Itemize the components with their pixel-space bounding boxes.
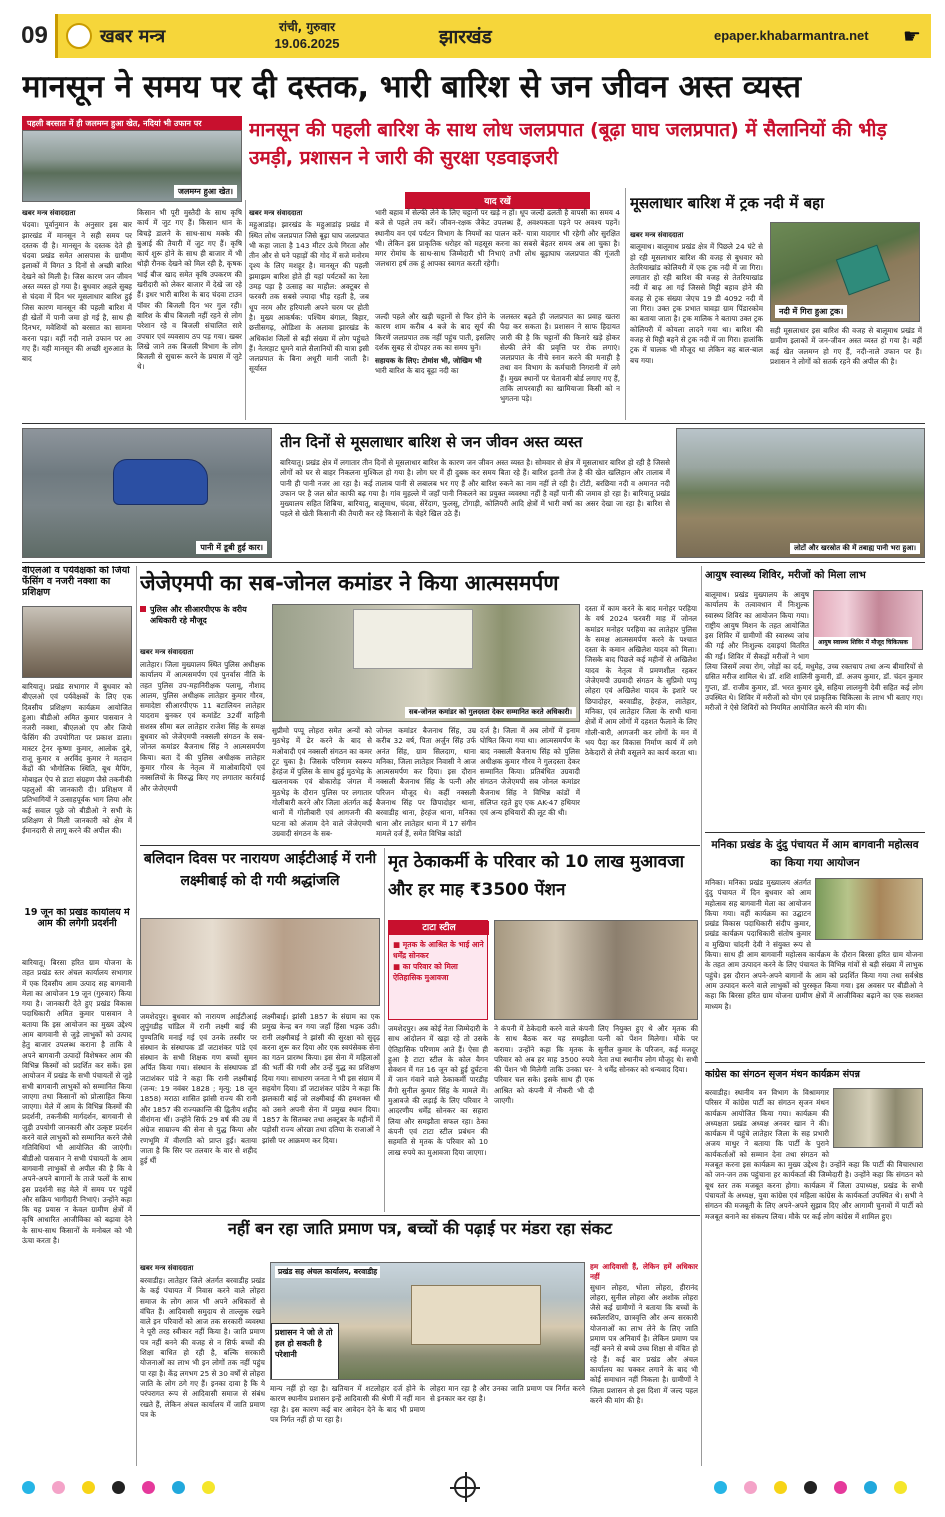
jjmp-byline: खबर मन्त्र संवाददाता — [140, 648, 194, 656]
health-body: बालूमाथ। प्रखंड मुख्यालय के आयुष कार्यालय के तत्वावधान में निःशुल्क स्वास्थ्य शिविर का आयोजन किया गया। राष्ट्रीय आयुष मिशन के तहत आयोजित इस शिविर में ग्रामीणों की स्वास्थ्य जांच की गई और निःशुल्क दवाइयां वितरित की गईं। शिविर में सैकड़ों मरीजों ने भाग लिया जिसमें त्वचा रोग, जोड़ों का दर्द, मधुमेह, उच्च रक्तचाप तथा अन्य बीमारियों से ग्रसित मरीज शामिल थे। डॉ. शशि शालिनी कुमारी, डॉ. अजय कुमार, डॉ. चंदन कुमार गुप्ता, डॉ. राजीव कुमार, डॉ. भरत कुमार दुबे, सहिया लालमुनी देवी सहित कई लोग उपस्थित थे। शिविर में मरीजों को योग एवं प्राकृतिक चिकित्सा के लाभ भी बताए गए। मरीजों ने ऐसे शिविरों को नियमित आयोजित करने की मांग की। — [705, 590, 923, 713]
hand-icon: ☛ — [903, 24, 921, 48]
divider — [384, 848, 385, 1212]
truck-text: बालूमाथ। बालूमाथ प्रखंड क्षेत्र में पिछले 24 घंटे से हो रही मूसलाधार बारिश की वजह से बुधवार को तेतरियाखांड कोलियरी में एक ट्रक नदी में जा गिरा। लगातार हो रही बारिश की वजह से तेतरियाखांड नदी में बाढ़ आ गई जिससे मिट्टी बहाव होने की वजह से ट्रक संख्या जेएच 19 डी 4092 नदी में जा गिरा। उक्त ट्रक प्रभात चावड़ा ग्राम पिंडारकोम का बताया जाता है। ट्रक मालिक ने बताया उक्त ट्रक कोलियरी में कोयला लादने गया था। बारिश की वजह से मिट्टी बहने से ट्रक नदी में जा गिरा। हालांकि ट्रक में चालक भी मौजूद था लेकिन वह बाल-बाल बच गया। — [630, 242, 763, 365]
dateline-date: 19.06.2025 — [274, 36, 340, 51]
registration-dot — [894, 1481, 907, 1494]
balidan-text-2: लक्ष्मीबाई। झांसी 1857 के संग्राम का एक प्रमुख केन्द्र बन गया जहाँ हिंसा भड़क उठी। रानी लक्ष्मीबाई ने झांसी की सुरक्षा को सुदृढ़ करना शुरू कर दिया और एक स्वयंसेवक सेना का गठन प्रारम्भ किया। इस सेना में महिलाओं की भर्ती की गयी और उन्हें युद्ध का प्रशिक्षण दिया गया। साधारण जनता ने भी इस संग्राम में सहयोग दिया। डॉ जटाशंकर पांडेय ने कहा कि झलकारी बाई जो लक्ष्मीबाई की हमशक्ल थी को उसने अपनी सेना में प्रमुख स्थान दिया। 1857 के सितम्बर तथा अक्टूबर के महीनों में पड़ोसी राज्य ओरछा तथा दतिया के राजाओं ने झांसी पर आक्रमण कर दिया। — [262, 1012, 380, 1145]
divider — [22, 423, 925, 424]
lodh-col4-credit: सहायक के लिए: टोमांश भी, जोखिम भी — [375, 356, 482, 366]
lodh-headline: मानसून की पहली बारिश के साथ लोध जलप्रपात (बूढ़ा घाघ जलप्रपात) में सैलानियों की भीड़ उमड़ी, प्रशासन ने जारी की सुरक्षा एडवाइजरी — [249, 119, 887, 169]
death-text-3: लिए नियुक्त हुए थे और मृतक की पत्नी को पेंशन मिलेगा। मौके पर सुनील कुमार के परिजन, कई मजदूर नेता तथा स्थानीय लोग मौजूद थे। सभी ने धर्मेंद्र सोनकर को धन्यवाद दिया। — [598, 1024, 698, 1075]
registration-dot — [82, 1481, 95, 1494]
jjmp-surrender-photo — [272, 604, 580, 722]
health-caption: आयुष स्वास्थ्य शिविर में मौजूद चिकित्सक — [814, 637, 912, 649]
tata-box-item-text: मृतक के आश्रित के भाई आने — [402, 940, 484, 949]
flooded-field-photo — [22, 130, 242, 202]
registration-dot — [172, 1481, 185, 1494]
manika-body: मनिका। मनिका प्रखंड मुख्यालय अंतर्गत दुंदु पंचायत में दिन बुधवार को आम महोत्सव सह बागवानी मेला का आयोजन किया गया। वहीं कार्यक्रम का उद्घाटन प्रखंड विकास पदाधिकारी संदीप कुमार, प्रखंड कार्यक्रम पदाधिकारी संतोष कुमार व मुखिया चांदनी देवी ने संयुक्त रूप से किया। साथ ही आम बागवानी महोत्सव कार्यक्रम के दौरान बिरसा हरित ग्राम योजना के तहत आम उत्पादन करने के लिए पंचायत के विभिन्न गांवों से बड़ी संख्या में लाभुक पहुंचे। इस दौरान अपने-अपने बागानों के आम को प्रदर्शित किया गया तथा सर्वश्रेष्ठ आम उत्पादन करने वाले लाभुकों को पुरस्कृत किया गया। इस अवसर पर बीडीओ ने कहा कि बिरसा हरित ग्राम योजना ग्रामीण क्षेत्रों में आजीविका बढ़ाने का एक सशक्त माध्यम है। — [705, 878, 923, 1011]
office-photo-quote: प्रशासन ने जो ले तो हल हो सकती है परेशानी — [275, 1328, 333, 1359]
flooded-field-caption: जलमग्न हुआ खेत। — [174, 185, 237, 198]
dateline-city: रांची, गुरुवार — [278, 20, 336, 34]
caste-col3-lede: हम आदिवासी हैं, लेकिन हमें अधिकार नहीं — [590, 1262, 698, 1282]
caste-col2: मान्य नहीं हो रहा है। खतियान में शटलोहार दर्ज होने के कारण स्थानीय प्रशासन इन्हें आदिवासी की श्रेणी में नहीं मान रहा है। इस कारण कई बार आवेदन देने के बाद भी प्रमाण पत्र निर्गत नहीं हो पा रहा है। — [270, 1384, 425, 1424]
chandwa-article — [22, 208, 132, 418]
jjmp-col4: दर्ज है। जिला में अब लोगों में इनाम घोषित किया गया था। आत्मसमर्पण के बाद नक्सली बैजनाथ सिंह को पुलिस अधीक्षक कुमार गौरव ने गुलदस्ता देकर सम्मानित किया। प्रतिबंधित उग्रवादी संगठन जेजेएमपी सब जोनल कमांडर बैजनाथ सिंह ने विभिन्न कांडों में संलिप्त रहते हुए एक AK-47 हथियार एवं अन्य हथियारों की लूट की थी। — [480, 726, 580, 818]
lodh-text: महुआडांड़। झारखंड के महुआडांड़ प्रखंड में स्थित लोध जलप्रपात जिसे बूढ़ा घाघ जलप्रपात भी कहा जाता है 143 मीटर ऊंचे गिरता और तीन और से घने पहाड़ों की गोद में सजे मनोरम दृश्य के लिए मशहूर है। मानसून की पहली झमाझम बारिश होते ही यहां पर्यटकों का रेला उमड़ पड़ा है उत्साह का माहौल: अक्टूबर से फरवरी तक सबसे ज्यादा भीड़ रहती है, जब धूप नरम और हरियाली अपने चरम पर होती है। मुख्य आकर्षक: पश्चिम बंगाल, बिहार, छत्तीसगढ़, ओडिशा के अलावा झारखंड के अधिकांश जिलों से बड़ी संख्या में लोग पहुंचते हैं। नेतरहाट घूमने वाले सैलानियों की यात्रा इसी जलप्रपात के बिना अधूरी मानी जाती है। सूर्यास्त — [249, 220, 369, 374]
truck-headline: मूसलाधार बारिश में ट्रक नदी में बहा — [630, 194, 825, 212]
jjmp-col1: लातेहार। जिला मुख्यालय स्थित पुलिस अधीक्षक कार्यालय में आत्मसमर्पण एवं पुनर्वास नीति के तहत पुलिस उप-महानिरीक्षक पलामू, नौशाद आलम, पुलिस अधीक्षक लातेहार कुमार गौरव, समादेष्टा सीआरपीएफ 11 बटालियन लातेहार यादराम बुनकर एवं कमांडेंट 32वीं वाहिनी सशस्त्र सीमा बल लातेहार राजेश सिंह के समक्ष बुधवार को जेजेएमपी नक्सली संगठन के सब-जोनल कमांडर बैजनाथ सिंह ने आत्मसमर्पण किया। बता दें की पुलिस अधीक्षक लातेहार कुमार गौरव के नेतृत्व में माओवादियों एवं नक्सलियों के विरुद्ध किए गए लगातार कार्रवाई और जेजेएमपी — [140, 660, 265, 793]
truck-caption: नदी में गिरा हुआ ट्रक। — [775, 305, 847, 318]
chandwa-article-col2: किसान भी पूरी मुस्तैदी के साथ कृषि कार्य में जुट गए हैं। किसान धान के बिचड़े डालने के साथ-साथ मक्के की बुआई की तैयारी में जुट गए हैं। कृषि कार्य शुरू होने के साथ ही बाजार में भी थोड़ी रौनक देखने को मिल रही है, कृषक भाई बीज खाद समेत कृषि उपकरण की खरीदारी को लेकर बाजार में देखे जा रहे हैं। इधर भारी बारिश के बाद चंदवा टाउन पॉवर की बिजली दिन भर गुल रही। बारिश के बीच बिजली नहीं रहने से लोग परेशान रहे व बिजली संचालित सारे उपचार एवं व्यवसाय ठप पड़ गया। खबर लिखे जाने तक बिजली विभाग के लोग बिजली से सुचारू करने के प्रयास में जुटे थे। — [137, 208, 242, 372]
yaad-text: भारी बहाव में सेल्फी लेने के लिए चट्टानों पर खड़े न हों। धूप जल्दी ढलती है वापसी का समय 4 बजे से पहले तय करें। जीवन-रक्षक जैकेट उपलब्ध हैं, अवश्यकता पड़ने पर अवश्य पहनें। स्थानीय वन एवं पर्यटन विभाग के नियमों का पालन करें- यात्रा यादगार भी रहेगी और सुरक्षित भी। लेकिन इस प्राकृतिक धरोहर को महसूस करना का सबसे बेहतर समय अब आ चुका है। मगर रोमांच के साथ-साथ जिम्मेदारी भी निभाएं तभी लोध बूढ़ाघाघ जलप्रपात की गूंजती जलधारा हर्ष तक हूं आपका स्वागत करती रहेगी। — [375, 208, 620, 269]
caste-col1: बरवाडीह। लातेहार जिले अंतर्गत बरवाडीह प्रखंड के कई पंचायत में निवास करने वाले लोहरा समाज के लोग आज भी अपने अधिकारों से वंचित हैं। आदिवासी समुदाय से ताल्लुक रखने वाले इन परिवारों को आज तक सरकारी व्यवस्था ने पूरी तरह स्वीकार नहीं किया है। जाति प्रमाण पत्र नहीं बनने की वजह से न सिर्फ बच्चों की शिक्षा बाधित हो रही है, बल्कि सरकारी योजनाओं का लाभ भी इन लोगों तक नहीं पहुंच पा रहा है। केंद्र लगभग 25 से 30 वर्षों से लोहरा जाति के लोग ठगे गए हैं। इनका दावा है कि ये परंपरागत रूप से आदिवासी समाज से संबंध रखते हैं, लेकिन अंचल कार्यालय में जाति प्रमाण पत्र के — [140, 1276, 265, 1419]
death-meeting-photo — [494, 920, 698, 1020]
truck-river-photo — [770, 222, 920, 322]
health-headline: आयुष स्वास्थ्य शिविर, मरीजों को मिला लाभ — [705, 570, 866, 581]
registration-dot — [22, 1481, 35, 1494]
divider — [705, 1062, 925, 1063]
truck-article-2: सही मूसलाधार इस बारिश की वजह से बालूमाथ प्रखंड में ग्रामीण इलाकों में जन-जीवन अस्त व्यस्त हो गया है। वहीं कई खेत जलमग्न हो गए हैं, नदी-नाले उफान पर हैं। प्रशासन ने लोगों को सतर्क रहने की अपील की है। — [770, 326, 922, 366]
bla-training-text: बारियातू। प्रखंड सभागार में बुधवार को बीएलओ एवं पर्यवेक्षकों के लिए एक दिवसीय प्रशिक्षण कार्यक्रम आयोजित हुआ। बीडीओ अमित कुमार पासवान ने नजरी नक्शा, बीएलओ एप और जियो फेंसिंग की उपयोगिता पर प्रकाश डाला। मास्टर ट्रेनर कृष्णा कुमार, आलोक दुबे, राजू कुमार व अरविंद कुमार ने मतदान केंद्रों की भौगोलिक स्थिति, बूथ मैपिंग, मोबाइल ऐप से डाटा संग्रहण जैसे तकनीकी पहलुओं की जानकारी दी। प्रशिक्षण में प्रतिभागियों ने उत्साहपूर्वक भाग लिया और कई सवाल पूछे जो बीडीओ ने सभी के प्रशिक्षण से मिली जानकारी को क्षेत्र में ईमानदारी से लागू करने की अपील की। — [22, 682, 132, 836]
chandwa-text: चंदवा। पूर्वानुमान के अनुसार इस बार झारखंड में मानसून ने सही समय पर दस्तक दी है। मानसून के दस्तक देते ही चंदवा प्रखंड समेत आसपास के ग्रामीण इलाकों में विगत 3 दिनों से अच्छी बारिश देखने को मिली है। जिस कारण जन जीवन अस्त व्यस्त हो गया है। बुधवार अहले सुबह से चंदवा में दिन भर मूसलाधार बारिश हुई जिस कारण मानसून की पहली बारिश में ही खेतों में पानी जमा हो गई है, साथ ही दिनभर, मवेशियों को बरसात का सामना करना पड़ा। वहीं नदी नाले उफान पर आ गए हैं। यही मानसून की अच्छी शुरुआत के बाद — [22, 220, 132, 364]
tata-box-item: ■ का परिवार को मिला — [393, 962, 458, 971]
brand-logo-icon — [66, 23, 92, 49]
river-caption: लोटों और खरस्रोत की में तबाह्य पानी भरा हुआ। — [790, 543, 920, 554]
tata-box-item — [393, 950, 485, 961]
death-headline: मृत ठेकाकर्मी के परिवार को 10 लाख मुआवजा और हर माह ₹3500 पेंशन — [388, 852, 685, 900]
sub-red-bar: पहली बरसात में ही जलमग्न हुआ खेत, नदियां भी उफान पर — [22, 116, 242, 131]
yaad-box — [375, 192, 620, 304]
congress-body: बरवाडीह। स्थानीय वन विभाग के विश्रामगार परिसर में कांग्रेस पार्टी का संगठन सृजन मंथन कार्यक्रम आयोजित किया गया। कार्यक्रम की अध्यक्षता प्रखंड अध्यक्ष अनवर खान ने की। कार्यक्रम में पहुंचे लातेहार जिला के सह प्रभारी अजय माथुर ने बताया कि पार्टी के पुराने कार्यकर्ताओं को सम्मान देना तथा संगठन को मजबूत करना इस कार्यक्रम का मुख्य उद्देश्य है। उन्होंने कहा कि पार्टी की विचारधारा को जन-जन तक पहुंचाना हर कार्यकर्ता की जिम्मेदारी है। उन्होंने कहा कि संगठन को बूथ स्तर तक मजबूत करना होगा। कार्यक्रम में जिला उपाध्यक्ष, प्रखंड के सभी पंचायतों के अध्यक्ष, युवा कांग्रेस एवं महिला कांग्रेस के कार्यकर्ता उपस्थित थे। सभी ने संगठन की मजबूती के लिए अपने-अपने सुझाव दिए और आगामी चुनावों में पार्टी को मजबूत बनाने का संकल्प लिया। मौके पर कई लोग कांग्रेस में शामिल हुए। — [705, 1088, 923, 1221]
office-building-photo — [270, 1262, 585, 1380]
lodh-article-col4 — [375, 312, 495, 418]
tata-box-item-text: का परिवार को मिला — [402, 962, 458, 971]
yaad-title: याद रखें — [405, 192, 590, 209]
lodh-article-col5: जलस्तर बढ़ते ही जलप्रपात का प्रवाह खतरा पैदा कर सकता है। प्रशासन ने साफ हिदायत जारी की है कि चट्टानों की किनारे खड़े होकर सेल्फी लेने की प्रवृत्ति पर रोक लगाएं। जलप्रपात के नीचे स्नान करने की मनाही है तथा वन विभाग के कर्मचारी निगरानी में लगे हैं। मुख्य स्थानों पर चेतावनी बोर्ड लगाए गए हैं, ताकि लापरवाही का खामियाजा किसी को न भुगतना पड़े। — [500, 312, 620, 404]
registration-dot — [774, 1481, 787, 1494]
training-photo — [22, 606, 132, 678]
registration-dot — [864, 1481, 877, 1494]
june19-text: बारियातू। बिरसा हरित ग्राम योजना के तहत प्रखंड स्तर अंचल कार्यालय सभागार में एक दिवसीय आम उत्पाद सह बागवानी मेला का आयोजन 19 जून (गुरुवार) किया गया है। जानकारी देते हुए प्रखंड विकास पदाधिकारी अमित कुमार पासवान ने बताया कि इस आयोजन का मुख्य उद्देश्य आम बागवानी से जुड़े लाभुकों को उत्पाद हेतु बाजार उपलब्ध कराना है ताकि वे अपने बागवानी उत्पादों विशेषकर आम की विभिन्न किस्मों को प्रदर्शित कर सकें। इस आयोजन में प्रखंड के सभी पंचायतों से जुड़े सभी बागवानी लाभुकों को सम्मानित किया जाएगा तथा किसानों को प्रोत्साहित किया जाएगा। मेले में आम के विभिन्न किस्मों की प्रदर्शनी, तकनीकी मार्गदर्शन, बागवानी से जुड़ी उपयोगी जानकारी और उत्कृष्ट प्रदर्शन करने वाले लाभुकों को सम्मानित करने जैसे गतिविधियां भी आयोजित की जाएंगी। बीडीओ पासवान ने सभी पंचायतों के आम बागवानी लाभुकों से अपील की है कि वे अपने-अपने बागानों के ताजे फलों के साथ इस प्रदर्शनी सह मेले में समय पर पहुंचें और सक्रिय भागीदारी निभाएं। उन्होंने कहा कि यह प्रयास न केवल ग्रामीण क्षेत्रों में कृषि आधारित आजीविका को बढ़ावा देने के साथ-साथ किसानों के मनोबल को भी ऊंचा करता है। — [22, 958, 132, 1246]
jjmp-col5: दस्ता में काम करने के बाद मनोहर परहिया के वर्ष 2024 फरवरी माह में जोनल कमांडर मनोहर परहिया का लातेहार पुलिस के समक्ष आत्मसमर्पण करने के पश्चात दस्ता के कमान अखिलेश यादव को मिला। जिसके बाद पिछले कई महीनों से अखिलेश यादव के नेतृत्व में प्रमणशील रहकर जेजेएमपी उग्रवादी संगठन के सुप्रिमो पप्पू लोहरा एवं अखिलेश यादव के इशारे पर छिपादोहर, बरवाडीह, हेरहंज, लातेहार, मनिका, एवं लातेहार जिला के सभी थाना क्षेत्रों में आम लोगों में दहशत फैलाने के लिए गोली-बारी, आगजनी कर लोगों के मन में भय पैदा कर विकास निर्माण कार्य में लगे ठेकेदारों से लेवी वसूलने का कार्य करता था। — [585, 604, 697, 758]
tata-box-item-text: धर्मेंद्र सोनकर — [393, 951, 429, 960]
tata-box-item-text: ऐतिहासिक मुआवजा — [393, 973, 449, 982]
section-name: झारखंड — [439, 26, 492, 48]
jjmp-kicker — [140, 604, 265, 644]
health-camp-photo — [813, 590, 923, 650]
divider — [136, 566, 137, 1466]
chandwa-byline: खबर मन्त्र संवाददाता — [22, 209, 76, 217]
mango-fest-photo — [815, 878, 923, 940]
crosshair-v — [465, 1472, 467, 1502]
balidan-headline: बलिदान दिवस पर नारायण आईटीआई में रानी लक्ष्मीबाई को दी गयी श्रद्धांजलि — [143, 851, 377, 889]
truck-article — [630, 230, 763, 416]
car-caption: पानी में डूबी हुई कार। — [196, 541, 267, 554]
jjmp-col2: सुप्रीमो पप्पू लोहरा समेत अन्यों को मुठभेड़ में ढेर करने के बाद से मओवादी एवं नक्सली संगठन का कमर टूट चुका है। जिसके परिणाम स्वरूप हेरहंज में पुलिस के साथ हुई मुठभेड़ के खलनायक एवं बोकारोड़ जंगल में मुठभेड़ के दौरान पुलिस पर लगातार गोलीबारी करने और जिला अंतर्गत कई थानों में गोलीबारी एवं आगजनी की घटना को अंजाम देने वाले जेजेएमपी उग्रवादी संगठन के सब- — [272, 726, 372, 838]
lodh-col4-text: जल्दी पहले और खड़ी चट्टानों से फिर होने के कारण शाम करीब 4 बजे के बाद सूर्य की किरणें जलप्रपात तक नहीं पहुंच पाती, इसलिए दर्शक सुबह से दोपहर तक का समय चुनें। — [375, 312, 495, 352]
bla-training-headline: वीएलओ व पर्यवेक्षकों को जियो फेंसिंग व नजरी नक्शा का प्रशिक्षण — [22, 566, 130, 598]
registration-dot — [52, 1481, 65, 1494]
manika-text — [705, 878, 923, 1056]
divider — [22, 562, 925, 563]
registration-dot — [834, 1481, 847, 1494]
june19-headline: 19 जून को प्रखंड कार्यालय में आम की लगेगी प्रदर्शनी — [24, 908, 130, 929]
manika-headline: मनिका प्रखंड के दुंदु पंचायत में आम बागवानी महोत्सव का किया गया आयोजन — [711, 839, 919, 869]
brand-name: खबर मन्त्र — [100, 26, 166, 47]
footer-registration-marks — [14, 1474, 931, 1502]
congress-text — [705, 1088, 923, 1464]
flooded-river-photo — [676, 428, 925, 558]
congress-headline: कांग्रेस का संगठन सृजन मंथन कार्यक्रम संपन्न — [705, 1069, 860, 1080]
caste-byline: खबर मन्त्र संवाददाता — [140, 1264, 194, 1272]
submerged-car-photo — [22, 428, 272, 558]
square-bullet-icon — [140, 606, 146, 612]
main-headline: मानसून ने समय पर दी दस्तक, भारी बारिश से जन जीवन अस्त व्यस्त — [22, 69, 802, 105]
balidan-text-1: जमशेदपुर। बुधवार को नारायण आईटीआई लुपुंगडीह चांडिल में रानी लक्ष्मी बाई की पुण्यतिथि मनाई गई एवं उनके तस्वीर पर संस्थान के संस्थापक डॉ जटाशंकर पांडे एवं संस्थान के सभी शिक्षक गण बच्चों सुमन अर्पित किया गया। संस्थान के संस्थापक डॉ जटाशंकर पांडे ने कहा कि रानी लक्ष्मीबाई (जन्म: 19 नवंबर 1828 ; मृत्यु: 18 जून 1858) मराठा शासित झांसी राज्य की रानी और 1857 की राज्यक्रान्ति की द्वितीय शहीद वीरांगना थीं। उन्होंने सिर्फ 29 वर्ष की उम्र में अंग्रेज साम्राज्य की सेना से युद्ध किया और रणभूमि में वीरगति को प्राप्त हुईं। बताया जाता है कि सिर पर तलवार के वार से शहीद हुई थीं — [140, 1012, 257, 1166]
epaper-url[interactable]: epaper.khabarmantra.net — [714, 28, 869, 43]
tata-box-item: ■ मृतक के आश्रित के भाई आने — [393, 940, 484, 949]
jjmp-kicker-text: पुलिस और सीआरपीएफ के वरीय अधिकारी रहे मौजूद — [150, 605, 247, 625]
caste-headline: नहीं बन रहा जाति प्रमाण पत्र, बच्चों की पढ़ाई पर मंडरा रहा संकट — [227, 1219, 613, 1238]
page-number: 09 — [14, 14, 58, 58]
balidan-photo — [140, 918, 380, 1006]
masthead — [14, 14, 931, 58]
car-shape — [113, 459, 208, 505]
truck-shape — [836, 245, 890, 296]
divider — [625, 188, 626, 420]
lodh-byline: खबर मन्त्र संवाददाता — [249, 209, 303, 217]
divider — [245, 200, 246, 420]
crosshair-icon — [454, 1476, 476, 1498]
truck-byline: खबर मन्त्र संवाददाता — [630, 231, 684, 239]
divider — [140, 1215, 700, 1216]
jjmp-col3: जोनल कमांडर बैजनाथ सिंह, उम्र करीब 32 वर्ष, पिता अर्जुन सिंह उर्फ अनंत सिंह, ग्राम सिलदाग, थाना मनिका, जिला लातेहार निवासी ने आज आत्मसमर्पण कर दिया। इस दौरान नक्सली बैजनाथ सिंह के पत्नी और परिजन मौजूद थे। कहीं नक्सली बैजनाथ सिंह पर छिपादोहर थाना, बरवाडीह थाना, हेरहंज थाना, मनिका थाना और लातेहार थाना में 17 संगीन मामले दर्ज हैं, समेत विभिन्न कांडों — [376, 726, 476, 838]
tata-box — [388, 920, 488, 1020]
lodh-col4-text2: भारी बारिश के बाद बूढ़ा नदी का — [375, 366, 459, 376]
tata-box-item — [393, 972, 485, 983]
quote-box — [271, 1323, 339, 1380]
registration-dot — [804, 1481, 817, 1494]
divider — [705, 832, 925, 833]
health-text — [705, 590, 923, 828]
registration-dot — [714, 1481, 727, 1494]
divider — [701, 566, 702, 1466]
lodh-article — [249, 208, 369, 418]
registration-dot — [744, 1481, 757, 1494]
registration-dot — [112, 1481, 125, 1494]
death-text-2: ने कंपनी में ठेकेदारी करने वाले कंपनी के साथ बैठक कर यह समझौता कराया। उन्होंने कहा कि मृतक के परिवार को अब हर माह 3500 रुपये की पेंशन भी मिलेगी ताकि उनका घर-परिवार चल सके। इसके साथ ही एक आश्रित को कंपनी में नौकरी भी दी जाएगी। — [494, 1024, 594, 1106]
office-photo-title: प्रखंड सह अंचल कार्यालय, बरवाडीह — [275, 1266, 380, 1278]
death-text-1: जमशेदपुर। अब कोई नेता जिम्मेदारी के साथ आंदोलन में खड़ा रहे तो उसके ऐतिहासिक परिणाम आते हैं। ऐसा ही हुआ है टाटा स्टील के कोल वैगन सेक्शन में गत 16 जून को हुई दुर्घटना में जान गंवाने वाले ठेकाकर्मी पारडीह मैंगो सुनील कुमार सिंह के मामले में। मुआवजे की लड़ाई के लिए परिवार ने आदरणीय धर्मेंद्र सोनकर का सहारा लिया और समझौता सफल रहा। ठेका कंपनी एवं टाटा स्टील प्रबंधन की सहमति से मृतक के परिवार को 10 लाख रुपये का मुआवजा दिया जाएगा। — [388, 1024, 488, 1157]
building-shape — [411, 1285, 541, 1345]
congress-photo — [833, 1088, 923, 1148]
tata-box-title: टाटा स्टील — [389, 921, 489, 935]
registration-dot — [202, 1481, 215, 1494]
tata-box-list — [393, 939, 485, 983]
divider — [140, 845, 700, 846]
three-days-headline: तीन दिनों से मूसलाधार बारिश से जन जीवन अस्त व्यस्त — [280, 433, 583, 451]
caste-col3 — [590, 1262, 698, 1464]
banner-shape — [353, 609, 473, 669]
caste-col3-text: सुधान लोहरा, भोला लोहरा, हीरानंद लोहरा, सुनील लोहरा और अशोक लोहरा जैसे कई ग्रामीणों ने बताया कि बच्चों के स्कॉलरशिप, छात्रवृत्ति और अन्य सरकारी योजनाओं का लाभ लेने के लिए जाति प्रमाण पत्र अनिवार्य है। लेकिन प्रमाण पत्र नहीं बनने से बच्चे उच्च शिक्षा से वंचित हो रहे हैं। कई बार प्रखंड और अंचल कार्यालय का चक्कर लगाने के बाद भी कोई समाधान नहीं निकला है। ग्रामीणों ने जिला प्रशासन से इस दिशा में जल्द पहल करने की मांग की है। — [590, 1282, 698, 1405]
caste-col2b: लोहरा मान रहा है और उनका जाति प्रमाण पत्र निर्गत करने से इनकार कर रहा है। — [430, 1384, 585, 1404]
jjmp-headline: जेजेएमपी का सब-जोनल कमांडर ने किया आत्मसमर्पण — [140, 571, 559, 595]
jjmp-photo-caption: सब-जोनल कमांडर को गुलदस्ता देकर सम्मानित करते अधिकारी। — [405, 707, 576, 718]
three-days-text: बारियातू। प्रखंड क्षेत्र में लगातार तीन दिनों से मूसलाधार बारिश के कारण जन जीवन अस्त व्यस्त है। सोमवार से क्षेत्र में मूसलाधार बारिश हो रही है जिससे लोगों को घर से बाहर निकलना मुश्किल हो गया है। लोग घर में ही दुबक कर समय बिता रहे हैं। बारिश इतनी तेज है की खेत खलिहान और तालाब में पानी ही पानी नजर आ रहा है। कई तालाब पानी से लबालब भर गए हैं और बारिश रुकने का नाम नहीं ले रही है। टोंटी, बरछिया नदी व अमानत नदी उफान पर है जल स्रोत काफी बढ़ गया है। गांव मुहल्ले में जहाँ पानी निकलने का प्रयुक्त व्यवस्था नहीं है वहाँ पानी की जमाव हो रहा है। बारियातू प्रखंड मुख्यालय सहित शिबिया, बारियातू, बालूमाथ, चंदवा, सेरेंदाग, फुलसू, टोंगाड़ी, कोलियरी आदि क्षेत्रों में भारी वर्षा का असर देखा जा रहा है। बारिश से पहले से खेती किसानी की तैयारी कर रहे किसानों के चेहरे खिल उठे हैं। — [280, 458, 670, 519]
registration-dot — [142, 1481, 155, 1494]
